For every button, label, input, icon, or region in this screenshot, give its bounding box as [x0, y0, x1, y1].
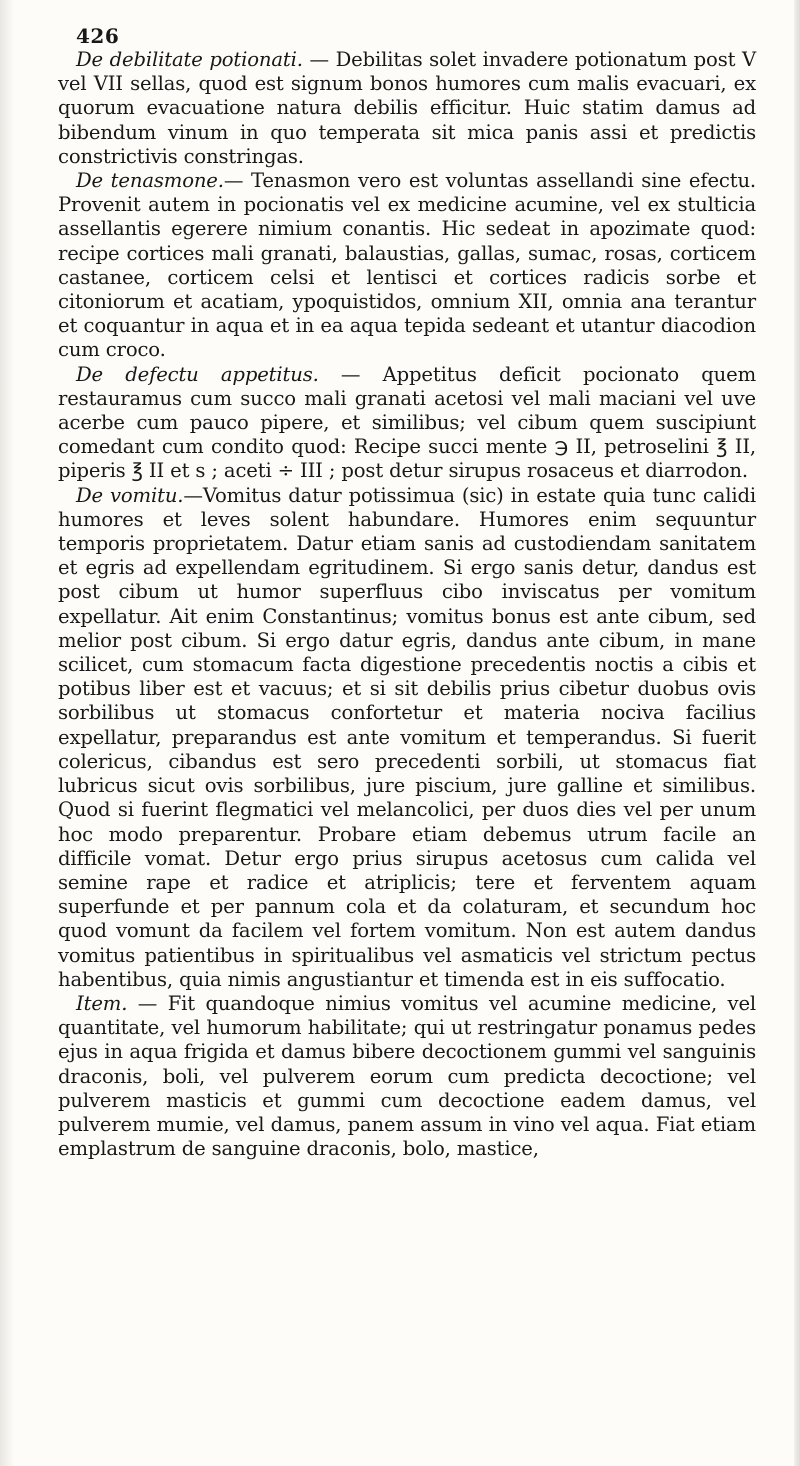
paragraph-item — [58, 992, 756, 1161]
paragraph-tenasmone — [58, 169, 756, 363]
paragraph-text: Tenasmon vero est voluntas assellandi sine efectu. Provenit autem in pocionatis vel ex medicine acumine, vel ex stulticia assellantis egerere nimium conantis. Hic sedeat in apozimate quod: recipe cortices mali granati, balaustias, gallas, sumac, rosas, corticem castanee, corticem celsi et lentisci et cortices radicis sorbe et citoniorum et acatiam, ypoquistidos, omnium XII, omnia ana terantur et coquantur in aqua et in ea aqua tepida sedeant et utantur diacodion cum croco. — [58, 169, 757, 362]
page-number: 426 — [76, 24, 120, 48]
section-heading: De vomitu. — [76, 483, 184, 507]
page-edge-shadow — [794, 0, 800, 1466]
em-dash-separator: — — [302, 48, 336, 71]
section-heading: De tenasmone. — [76, 169, 224, 193]
section-heading: De debilitate potionati. — [76, 48, 303, 71]
paragraph-text: Appetitus deficit pocionato quem restauramus cum succo mali granati acetosi vel mali maciani vel uve acerbe cum pauco pipere, et similibus; vel cibum quem suscipiunt comedant cum condito quod: Recipe succi mente ℈ II, petroselini ℥ II, piperis ℥ II et s ; aceti ÷ III ; post detur sirupus rosaceus et diarrodon. — [58, 362, 757, 483]
em-dash-separator: — — [223, 169, 251, 193]
paragraph-vomitu — [58, 484, 756, 992]
paragraph-text: Debilitas solet invadere potionatum post V vel VII sellas, quod est signum bonos humores cum malis evacuari, ex quorum evacuatione natura debilis efficitur. Huic statim damus ad bibendum vinum in quo temperata sit mica panis assi et predictis constrictivis constringas. — [58, 48, 756, 168]
section-heading: Item. — [76, 991, 128, 1015]
paragraph-text: Fit quandoque nimius vomitus vel acumine medicine, vel quantitate, vel humorum habilitate; qui ut restringatur ponamus pedes ejus in aqua frigida et damus bibere decoctionem gummi vel sanguinis draconis, boli, vel pulverem eorum cum predicta decoctione; vel pulverem masticis et gummi cum decoctione eadem damus, vel pulverem mumie, vel damus, panem assum in vino vel aqua. Fiat etiam emplastrum de sanguine draconis, bolo, mastice, — [58, 991, 757, 1161]
paragraph-debilitate — [58, 48, 756, 169]
paragraph-text: Vomitus datur potissimua (sic) in estate quia tunc calidi humores et leves solent habundare. Humores enim sequuntur temporis proprietatem. Datur etiam sanis ad custodiendam sanitatem et egris ad expellendam egritudinem. Si ergo sanis detur, dandus est post cibum ut humor superfluus cibo inviscatus per vomitum expellatur. Ait enim Constantinus; vomitus bonus est ante cibum, sed melior post cibum. Si ergo datur egris, dandus ante cibum, in mane scilicet, cum stomacum facta digestione precedentis noctis a cibis et potibus liber est et vacuus; et si sit debilis prius cibetur duobus ovis sorbilibus ut stomacus confortetur et materia nociva facilius expellatur, preparandus est ante vomitum et temperandus. Si fuerit colericus, cibandus est sero precedenti sorbili, ut stomacus fiat lubricus sicut ovis sorbilibus, jure piscium, jure galline et similibus. Quod si fuerint flegmatici vel melancolici, per duos dies vel per unum hoc modo preparentur. Probare etiam debemus utrum facile an difficile vomat. Detur ergo prius sirupus acetosus cum calida vel semine rape et radice et atriplicis; tere et ferventem aquam superfunde et per pannum cola et da colaturam, et secundum hoc quod vomunt da facilem vel fortem vomitum. Non est autem dandus vomitus patientibus in spiritualibus vel asmaticis vel strictum pectus habentibus, quia nimis angustiantur et timenda est in eis suffocatio. — [58, 483, 757, 991]
section-heading: De defectu appetitus. — [76, 362, 319, 386]
em-dash-separator: — — [318, 362, 383, 386]
em-dash-separator: — — [183, 483, 203, 507]
em-dash-separator: — — [127, 991, 168, 1015]
paragraph-defectu-appetitus — [58, 363, 756, 484]
